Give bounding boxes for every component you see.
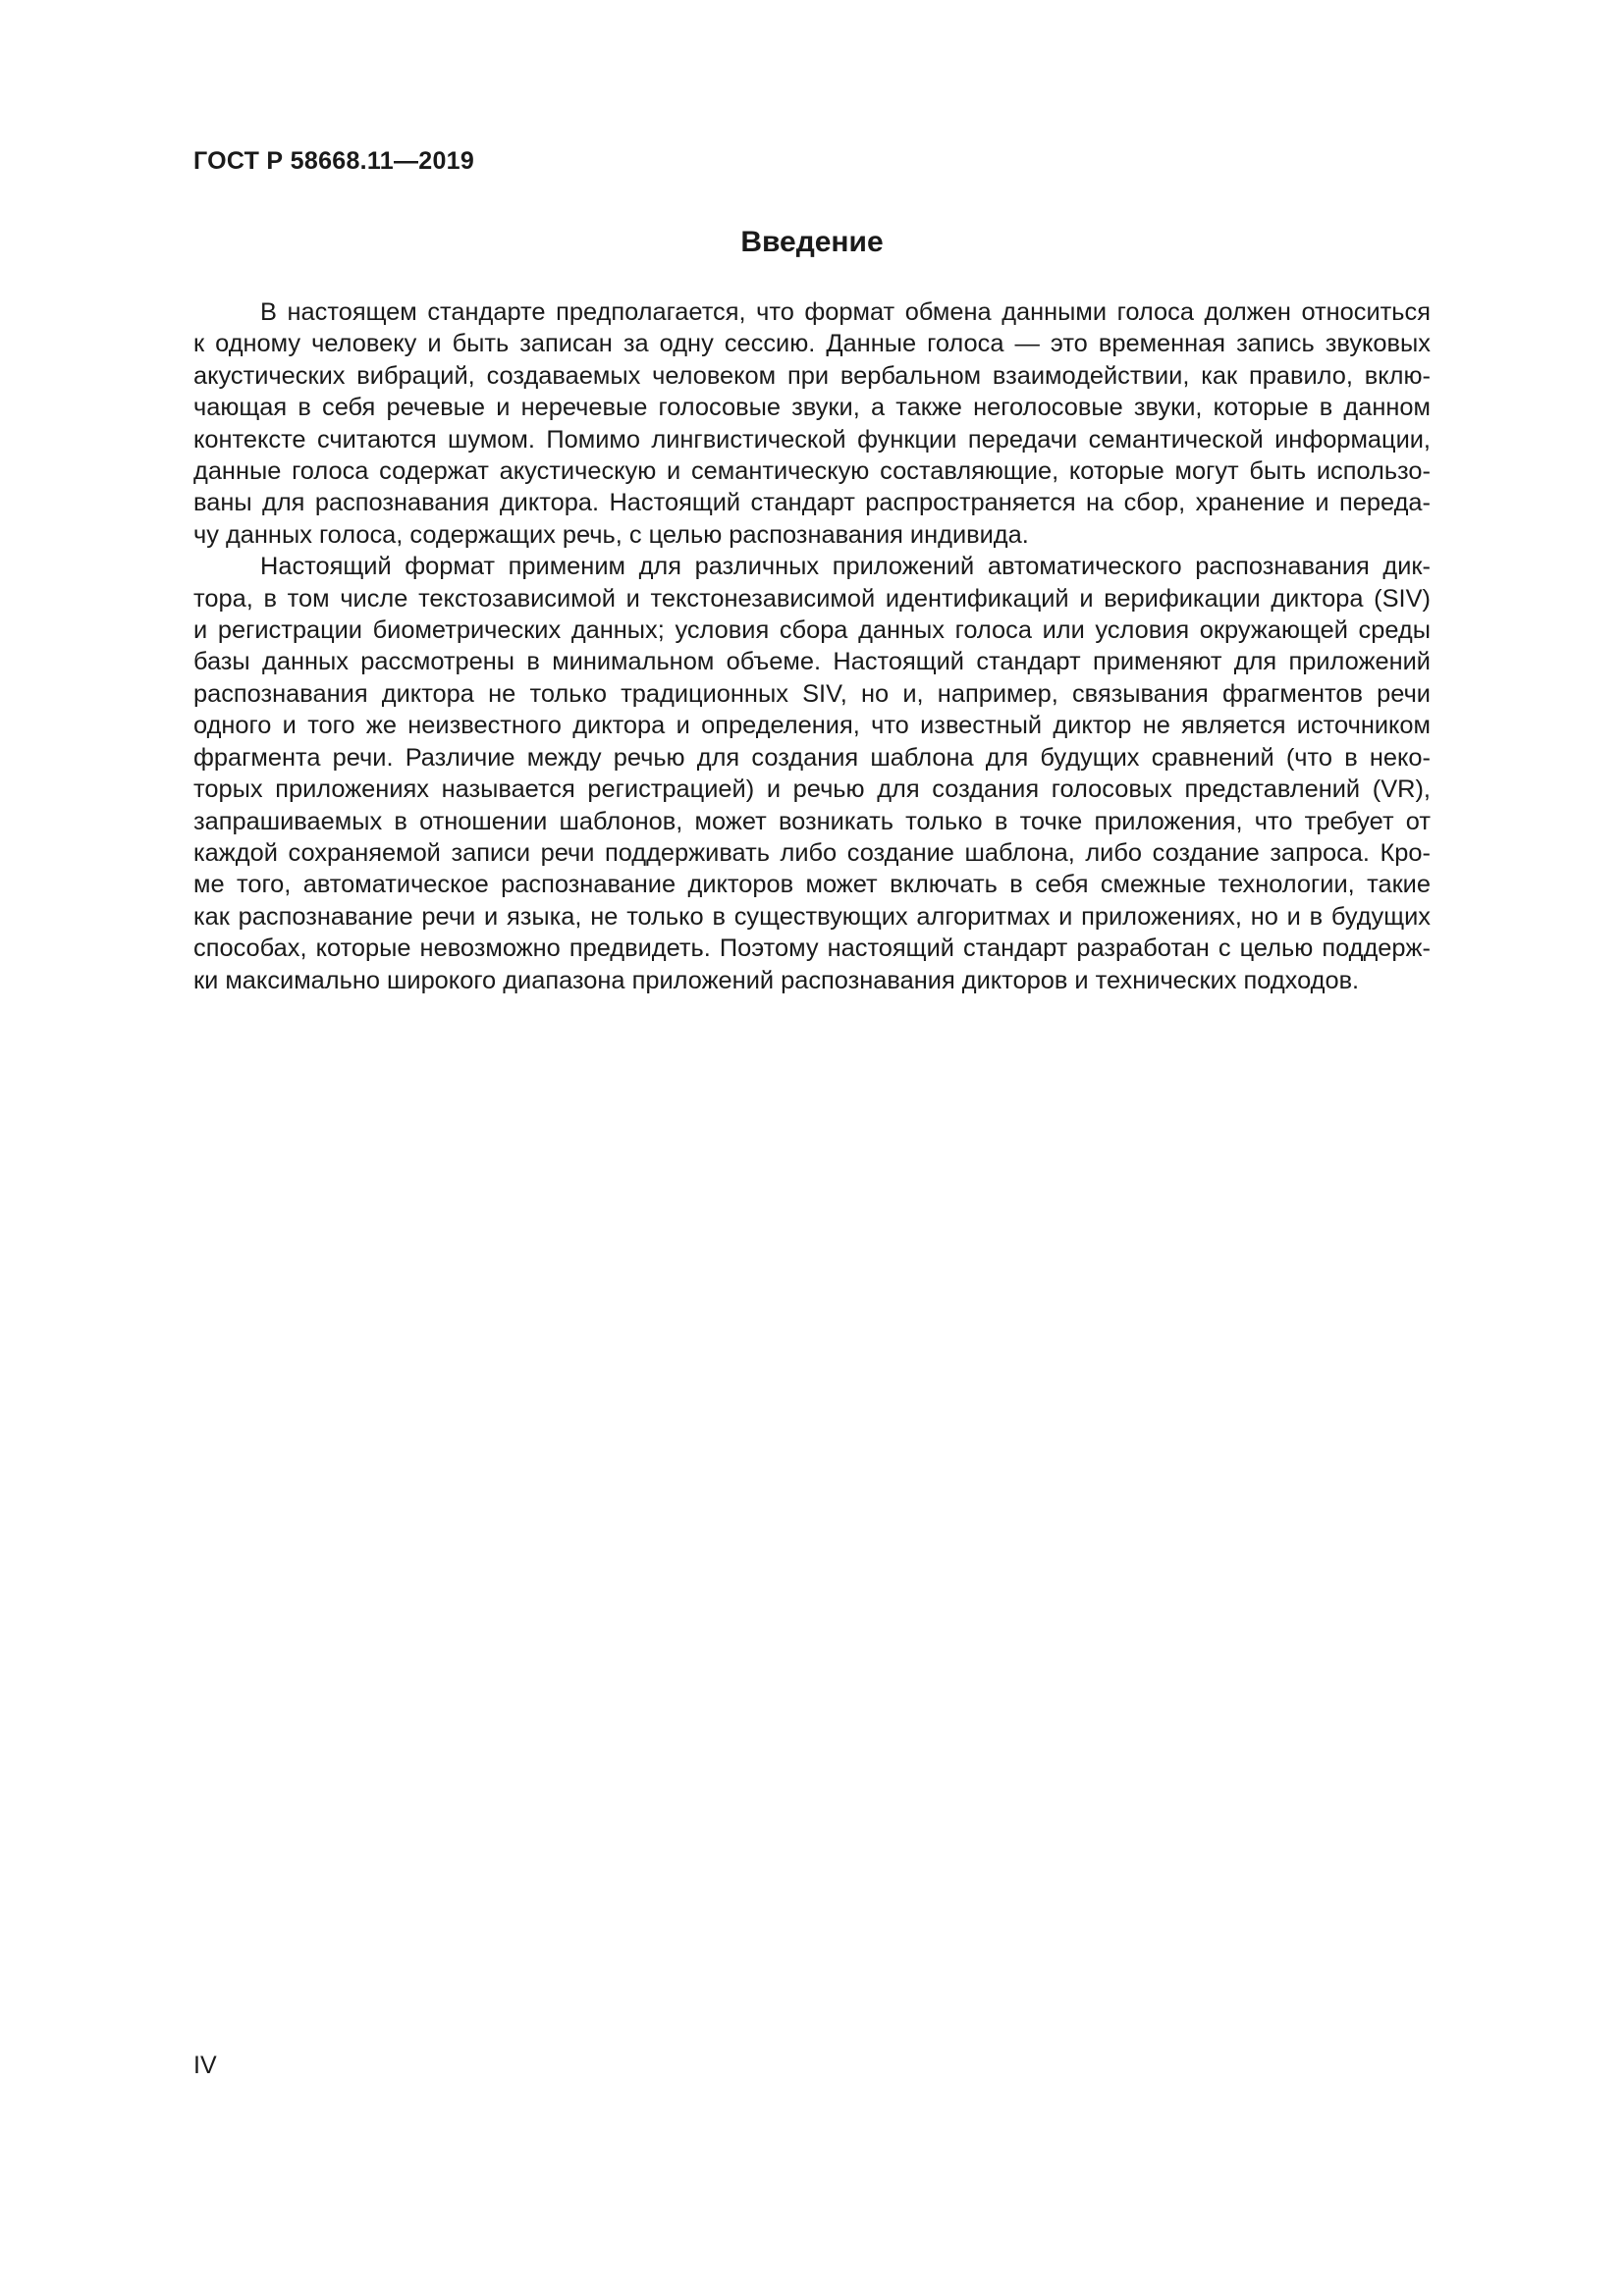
- paragraph-line: В настоящем стандарте предполагается, что формат обмена данными голоса должен относиться: [260, 298, 1431, 326]
- paragraph-line: тора, в том числе текстозависимой и текстонезависимой идентификаций и верификации диктора (SIV): [193, 584, 1431, 613]
- paragraph-line: одного и того же неизвестного диктора и определения, что известный диктор не является источником: [193, 712, 1431, 740]
- paragraph-line: торых приложениях называется регистрацией) и речью для создания голосовых представлений (VR),: [193, 775, 1431, 804]
- section-title: Введение: [740, 226, 884, 258]
- paragraph-line: чающая в себя речевые и неречевые голосовые звуки, а также неголосовые звуки, которые в данном: [193, 394, 1431, 422]
- paragraph-line: базы данных рассмотрены в минимальном объеме. Настоящий стандарт применяют для приложений: [193, 648, 1431, 676]
- paragraph-line: контексте считаются шумом. Помимо лингвистической функции передачи семантической информации,: [193, 425, 1431, 454]
- paragraph-line: фрагмента речи. Различие между речью для создания шаблона для будущих сравнений (что в неко-: [193, 743, 1431, 772]
- paragraph: [193, 551, 1431, 996]
- paragraph-line: к одному человеку и быть записан за одну сессию. Данные голоса — это временная запись звуковых: [193, 330, 1431, 358]
- paragraph-line: данные голоса содержат акустическую и семантическую составляющие, которые могут быть использо-: [193, 457, 1431, 486]
- paragraph-line: ки максимально широкого диапазона приложений распознавания дикторов и технических подходов.: [193, 966, 1360, 994]
- paragraph-line: и регистрации биометрических данных; условия сбора данных голоса или условия окружающей среды: [193, 616, 1431, 645]
- paragraph-line: как распознавание речи и языка, не только в существующих алгоритмах и приложениях, но и в будущих: [193, 902, 1431, 931]
- paragraph-line: ме того, автоматическое распознавание дикторов может включать в себя смежные технологии, такие: [193, 871, 1431, 899]
- document-code: ГОСТ Р 58668.11—2019: [193, 147, 475, 175]
- paragraph-line: чу данных голоса, содержащих речь, с целью распознавания индивида.: [193, 520, 1029, 549]
- paragraph-line: распознавания диктора не только традиционных SIV, но и, например, связывания фрагментов речи: [193, 679, 1431, 708]
- body-text: [193, 296, 1431, 996]
- paragraph-line: каждой сохраняемой записи речи поддерживать либо создание шаблона, либо создание запроса. Кро-: [193, 838, 1431, 867]
- paragraph-line: запрашиваемых в отношении шаблонов, может возникать только в точке приложения, что требует от: [193, 807, 1431, 835]
- paragraph-line: Настоящий формат применим для различных приложений автоматического распознавания дик-: [260, 553, 1431, 581]
- page-number: IV: [193, 2052, 217, 2079]
- paragraph-line: ваны для распознавания диктора. Настоящий стандарт распространяется на сбор, хранение и переда-: [193, 489, 1431, 517]
- paragraph: [193, 296, 1431, 551]
- paragraph-line: акустических вибраций, создаваемых человеком при вербальном взаимодействии, как правило, вклю-: [193, 361, 1431, 390]
- paragraph-line: способах, которые невозможно предвидеть. Поэтому настоящий стандарт разработан с целью поддерж-: [193, 934, 1431, 963]
